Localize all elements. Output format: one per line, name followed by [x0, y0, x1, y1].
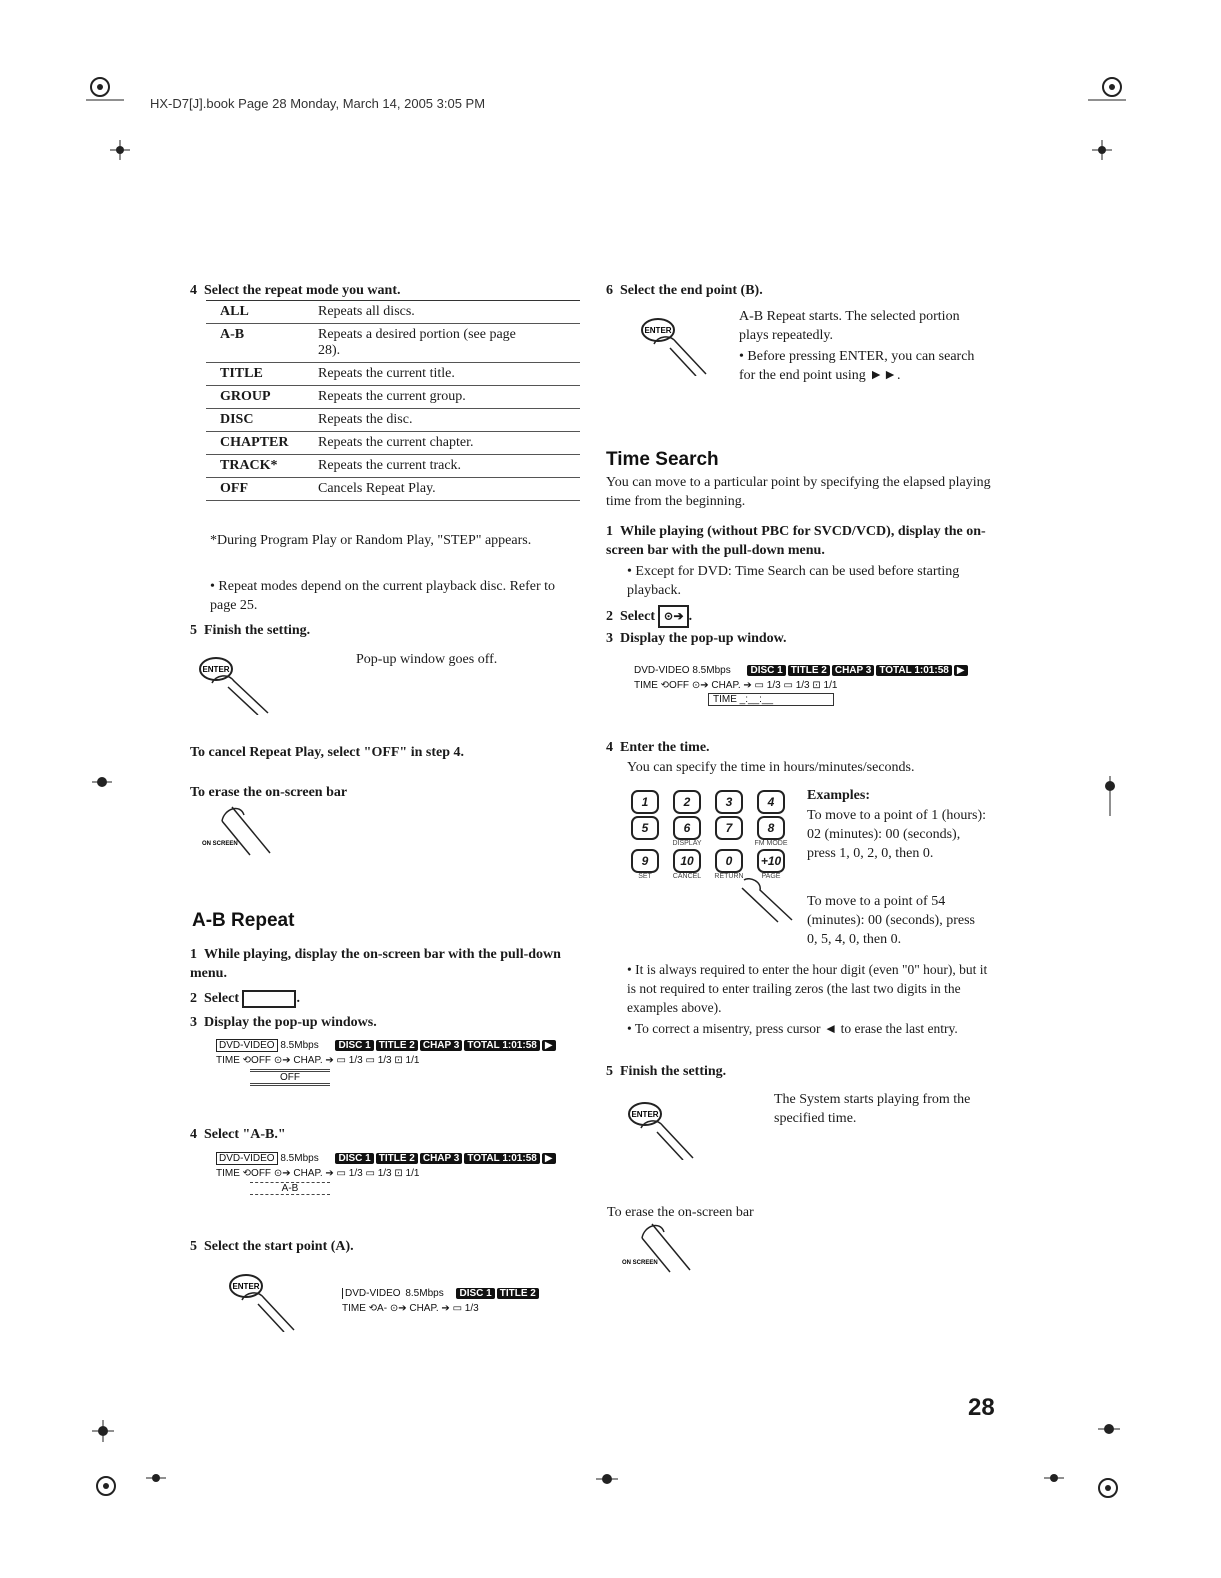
- key-6: 6: [673, 816, 701, 840]
- step-4-heading: 4 Select the repeat mode you want.: [190, 283, 401, 298]
- key-9: 9: [631, 849, 659, 873]
- step-6-body: A-B Repeat starts. The selected portion plays repeatedly.: [739, 309, 960, 343]
- enter-button-icon: [627, 1100, 707, 1160]
- key-5: 5: [631, 816, 659, 840]
- ab-repeat-title: A-B Repeat: [192, 910, 295, 931]
- table-row: ALL Repeats all discs.: [206, 301, 580, 324]
- ts-step-1-note: • Except for DVD: Time Search can be used before starting playback.: [627, 564, 960, 598]
- crosshair-icon: [110, 140, 130, 160]
- on-screen-label: ON SCREEN: [202, 841, 238, 847]
- ab-step-5: 5 Select the start point (A).: [190, 1239, 354, 1254]
- crosshair-icon: [596, 1468, 618, 1490]
- osd-bar-3: DVD-VIDEO 8.5Mbps DISC 1 TITLE 2 TIME ⟲A- ⊙➔ CHAP. ➔ ▭ 1/3: [342, 1288, 557, 1314]
- key-3: 3: [715, 790, 743, 814]
- note-misentry: • To correct a misentry, press cursor ◄ to erase the last entry.: [627, 1021, 958, 1036]
- repeat-mode-table: [206, 300, 580, 501]
- table-row: TITLE Repeats the current title.: [206, 363, 580, 386]
- step-5-heading: 5 Finish the setting.: [190, 623, 311, 638]
- ab-step-4: 4 Select "A-B.": [190, 1127, 286, 1142]
- time-search-icon: ⊙➔: [658, 605, 688, 628]
- key-0: 0: [715, 849, 743, 873]
- table-row: OFF Cancels Repeat Play.: [206, 478, 580, 501]
- table-row: A-B Repeats a desired portion (see page 28).: [206, 324, 580, 363]
- erase-bar-text-left: To erase the on-screen bar: [190, 785, 348, 800]
- ab-step-1: 1 While playing, display the on-screen bar with the pull-down menu.: [190, 947, 561, 981]
- table-row: GROUP Repeats the current group.: [206, 386, 580, 409]
- table-row: TRACK* Repeats the current track.: [206, 455, 580, 478]
- registration-mark-top-right: [1086, 70, 1126, 115]
- file-info-header: HX-D7[J].book Page 28 Monday, March 14, 2005 3:05 PM: [150, 96, 486, 111]
- examples-title: Examples:: [807, 788, 870, 803]
- crosshair-icon: [1092, 140, 1112, 160]
- table-row: DISC Repeats the disc.: [206, 409, 580, 432]
- example-1: To move to a point of 1 (hours): 02 (minutes): 00 (seconds), press 1, 0, 2, 0, then 0.: [807, 808, 987, 861]
- page-number: 28: [968, 1394, 995, 1421]
- enter-label: ENTER: [202, 665, 230, 674]
- osd-bar-1: DVD-VIDEO 8.5Mbps DISC 1 TITLE 2 CHAP 3 TOTAL 1:01:58 ▶ TIME ⟲OFF ⊙➔ CHAP. ➔ ▭ 1/3 ▭ 1/3 ⊡ 1/1 OFF: [216, 1040, 561, 1086]
- enter-label: ENTER: [232, 1282, 260, 1291]
- note-hour-digit: • It is always required to enter the hour digit (even "0" hour), but it is not required to enter trailing zeros (the last two digits in the examples above).: [627, 962, 988, 1015]
- key-plus-10: +10: [757, 849, 785, 873]
- key-4: 4: [757, 790, 785, 814]
- popup-off-text: Pop-up window goes off.: [356, 652, 498, 667]
- table-row: CHAPTER Repeats the current chapter.: [206, 432, 580, 455]
- time-search-title: Time Search: [606, 449, 719, 470]
- ab-step-2: 2 Select .: [190, 991, 300, 1006]
- ts-step-2: 2 Select ⊙➔ .: [606, 605, 692, 628]
- enter-label: ENTER: [631, 1110, 659, 1119]
- enter-button-icon: [640, 316, 720, 376]
- registration-mark-bottom-left: [92, 1462, 172, 1507]
- crosshair-icon: [1098, 1418, 1120, 1440]
- on-screen-button-icon: [620, 1222, 700, 1277]
- example-2: To move to a point of 54 (minutes): 00 (seconds), press 0, 5, 4, 0, then 0.: [807, 894, 975, 947]
- ts-step-5: 5 Finish the setting.: [606, 1064, 727, 1079]
- erase-bar-text-right: To erase the on-screen bar: [607, 1205, 754, 1220]
- number-keypad: 1 2 3 4 5 6 DISPLAY 7 8 FM MODE 9 SET 10 CANCEL 0 RETURN +10 PAGE: [624, 790, 794, 880]
- crosshair-icon: [92, 1420, 114, 1442]
- enter-label: ENTER: [644, 326, 672, 335]
- registration-mark-bottom-right: [1040, 1462, 1125, 1507]
- osd-bar-time: DVD-VIDEO 8.5Mbps DISC 1 TITLE 2 CHAP 3 TOTAL 1:01:58 ▶ TIME ⟲OFF ⊙➔ CHAP. ➔ ▭ 1/3 ▭ 1/3 ⊡ 1/1 TIME _:__:__: [634, 665, 979, 706]
- on-screen-label: ON SCREEN: [622, 1260, 658, 1266]
- key-8: 8: [757, 816, 785, 840]
- key-2: 2: [673, 790, 701, 814]
- crosshair-icon: [1100, 776, 1120, 816]
- osd-bar-2: DVD-VIDEO 8.5Mbps DISC 1 TITLE 2 CHAP 3 TOTAL 1:01:58 ▶ TIME ⟲OFF ⊙➔ CHAP. ➔ ▭ 1/3 ▭ 1/3 ⊡ 1/1 A-B: [216, 1153, 561, 1195]
- ts-step-4: 4 Enter the time.: [606, 740, 710, 755]
- time-search-intro: You can move to a particular point by specifying the elapsed playing time from the beginning.: [606, 475, 991, 509]
- finish-body: The System starts playing from the specified time.: [774, 1092, 971, 1126]
- crosshair-icon: [92, 772, 112, 792]
- ts-step-4-body: You can specify the time in hours/minutes/seconds.: [627, 760, 915, 775]
- on-screen-button-icon: [200, 805, 280, 860]
- ts-step-1: 1 While playing (without PBC for SVCD/VCD), display the on-screen bar with the pull-down menu.: [606, 524, 986, 558]
- note-program-play: *During Program Play or Random Play, "STEP" appears.: [210, 533, 532, 548]
- registration-mark-top-left: [86, 70, 126, 115]
- key-7: 7: [715, 816, 743, 840]
- enter-button-icon: [228, 1272, 308, 1332]
- enter-button-icon: [198, 655, 278, 715]
- ts-step-3: 3 Display the pop-up window.: [606, 631, 787, 646]
- pointing-hand-icon: [740, 878, 800, 923]
- key-1: 1: [631, 790, 659, 814]
- cancel-repeat-text: To cancel Repeat Play, select "OFF" in step 4.: [190, 745, 464, 760]
- note-repeat-modes: • Repeat modes depend on the current playback disc. Refer to page 25.: [210, 579, 556, 613]
- step-6-note: • Before pressing ENTER, you can search for the end point using ►►.: [739, 349, 975, 383]
- repeat-icon-box: [242, 990, 296, 1008]
- step-6-heading: 6 Select the end point (B).: [606, 283, 763, 298]
- ab-step-3: 3 Display the pop-up windows.: [190, 1015, 377, 1030]
- key-10: 10: [673, 849, 701, 873]
